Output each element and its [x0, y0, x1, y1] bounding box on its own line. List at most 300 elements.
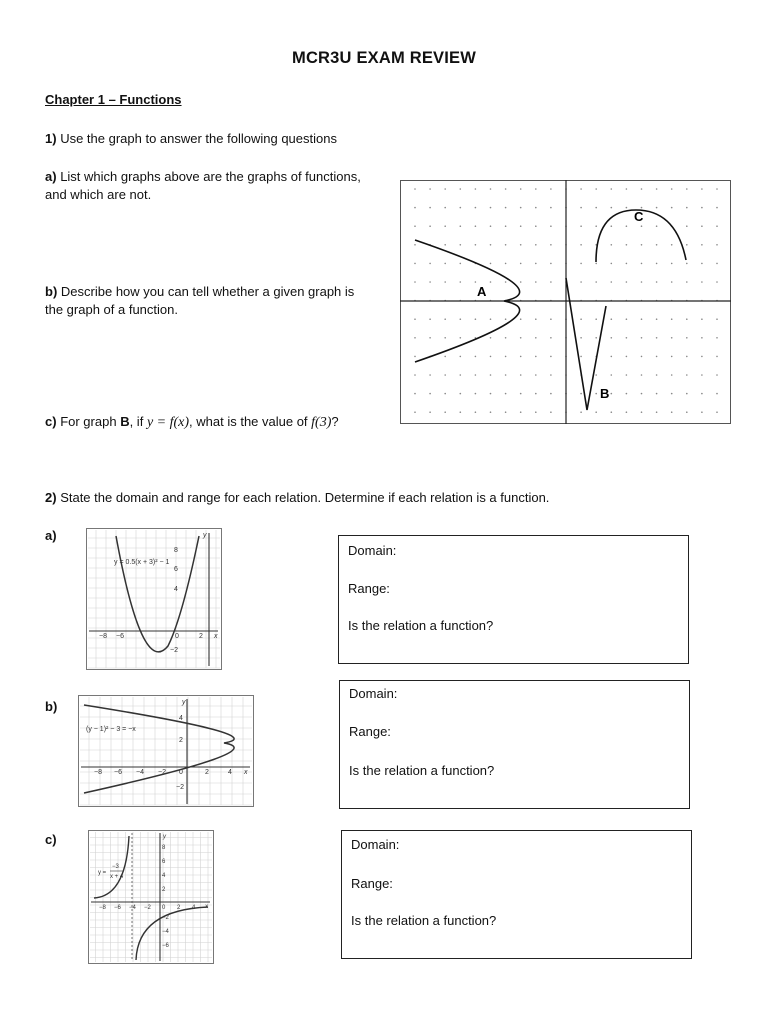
grid-dot — [626, 356, 628, 358]
grid-dot — [490, 318, 492, 320]
part-a-label: a) — [45, 528, 57, 543]
graph-label-a: A — [477, 284, 487, 299]
grid-dot — [535, 393, 537, 395]
grid-dot — [701, 374, 703, 376]
grid-dot — [414, 263, 416, 265]
tick-label: −8 — [94, 769, 102, 776]
grid-dot — [490, 207, 492, 209]
grid-dot — [686, 225, 688, 227]
grid-dot — [671, 356, 673, 358]
grid-dot — [414, 207, 416, 209]
tick-label: 8 — [174, 547, 178, 554]
function-question: Is the relation a function? — [351, 913, 497, 928]
grid-dot — [611, 337, 613, 339]
axis-label-y: y — [163, 834, 166, 840]
grid-dot — [550, 374, 552, 376]
grid-dot — [429, 393, 431, 395]
grid-dot — [641, 263, 643, 265]
grid-dot — [505, 207, 507, 209]
grid-dot — [701, 393, 703, 395]
part-label: b) — [45, 284, 58, 299]
grid-dot — [686, 411, 688, 413]
grid-dot — [716, 411, 718, 413]
grid-dot — [444, 393, 446, 395]
grid-dot — [595, 281, 597, 283]
grid-dot — [641, 318, 643, 320]
grid-dot — [429, 263, 431, 265]
axis-label-y: y — [182, 699, 186, 706]
tick-label: −6 — [116, 633, 124, 640]
grid-dot — [595, 393, 597, 395]
tick-label: −6 — [162, 943, 169, 949]
grid-dot — [550, 356, 552, 358]
grid-dot — [716, 337, 718, 339]
tick-label: −2 — [176, 784, 184, 791]
grid-dot — [611, 225, 613, 227]
grid-dot — [611, 207, 613, 209]
grid-dot — [414, 356, 416, 358]
grid-dot — [716, 356, 718, 358]
grid-dot — [671, 318, 673, 320]
part-b-label: b) — [45, 699, 58, 714]
grid-dot — [626, 188, 628, 190]
grid-dot — [505, 188, 507, 190]
grid-dot — [716, 318, 718, 320]
question-1b — [45, 283, 390, 319]
grid-dot — [535, 225, 537, 227]
grid-dot — [520, 281, 522, 283]
grid-dot — [444, 374, 446, 376]
question-number: 2) — [45, 490, 57, 505]
equation-label: (y − 1)² − 3 = −x — [86, 726, 136, 733]
tick-label: −6 — [114, 769, 122, 776]
grid-dot — [475, 356, 477, 358]
grid-dot — [626, 393, 628, 395]
grid-dot — [520, 207, 522, 209]
range-label: Range: — [349, 724, 391, 739]
grid-dot — [444, 225, 446, 227]
grid-dot — [460, 337, 462, 339]
grid-dot — [626, 337, 628, 339]
part-c-label: c) — [45, 832, 57, 847]
grid-dot — [701, 225, 703, 227]
part-text-cont: the graph of a function. — [45, 302, 178, 317]
grid-dot — [520, 225, 522, 227]
grid-dot — [535, 263, 537, 265]
grid-dot — [490, 393, 492, 395]
grid-dot — [611, 411, 613, 413]
grid-dot — [535, 374, 537, 376]
grid-dot — [626, 225, 628, 227]
part-text-cont: and which are not. — [45, 187, 152, 202]
grid-dot — [505, 225, 507, 227]
axis-label-y: y — [203, 532, 207, 539]
grid-dot — [580, 411, 582, 413]
grid-dot — [701, 318, 703, 320]
grid-dot — [490, 281, 492, 283]
grid-dot — [550, 188, 552, 190]
grid-dot — [429, 411, 431, 413]
graph-label-c: C — [634, 209, 644, 224]
grid-dot — [656, 263, 658, 265]
tick-label: 2 — [199, 633, 203, 640]
grid-dot — [505, 356, 507, 358]
grid-dot — [444, 318, 446, 320]
tick-label: −2 — [144, 905, 151, 911]
grid-dot — [626, 318, 628, 320]
grid-dot — [490, 263, 492, 265]
expression: f(3) — [311, 415, 332, 430]
grid-dot — [429, 337, 431, 339]
grid-dot — [444, 356, 446, 358]
grid-dot — [671, 411, 673, 413]
part-a-graph — [86, 528, 222, 670]
part-label: a) — [45, 169, 57, 184]
grid-dot — [505, 374, 507, 376]
question-number: 1) — [45, 131, 57, 146]
equation-lhs: y = — [98, 870, 107, 876]
tick-label: −2 — [158, 769, 166, 776]
grid-dot — [595, 318, 597, 320]
grid-dot — [490, 337, 492, 339]
grid-dot — [656, 225, 658, 227]
grid-dot — [429, 188, 431, 190]
tick-label: 2 — [205, 769, 209, 776]
grid-dot — [535, 337, 537, 339]
grid-dot — [686, 337, 688, 339]
grid-dot — [505, 244, 507, 246]
grid-dot — [641, 393, 643, 395]
grid-dot — [595, 188, 597, 190]
tick-label: −4 — [136, 769, 144, 776]
axis-label-x: x — [244, 769, 248, 776]
grid-dot — [520, 318, 522, 320]
grid-dot — [460, 263, 462, 265]
grid-dot — [520, 393, 522, 395]
tick-label: 4 — [179, 715, 183, 722]
grid-dot — [460, 207, 462, 209]
grid-dot — [475, 244, 477, 246]
grid-dot — [490, 411, 492, 413]
grid-dot — [550, 281, 552, 283]
grid-dot — [520, 263, 522, 265]
grid-dot — [490, 244, 492, 246]
grid-dot — [550, 244, 552, 246]
grid-dot — [460, 318, 462, 320]
grid-dot — [671, 244, 673, 246]
grid-dot — [580, 318, 582, 320]
grid-dot — [580, 244, 582, 246]
grid-dot — [414, 411, 416, 413]
grid-dot — [626, 244, 628, 246]
grid-dot — [535, 207, 537, 209]
grid-dot — [429, 225, 431, 227]
question-2 — [45, 489, 549, 507]
grid-dot — [656, 374, 658, 376]
grid-dot — [475, 318, 477, 320]
grid-dot — [444, 244, 446, 246]
grid-dot — [444, 207, 446, 209]
grid-dot — [520, 337, 522, 339]
grid-dot — [611, 356, 613, 358]
tick-label: 0 — [179, 769, 183, 776]
grid-dot — [505, 263, 507, 265]
grid-dot — [686, 393, 688, 395]
answer-box-c[interactable] — [341, 830, 692, 959]
grid-dot — [656, 281, 658, 283]
part-label: c) — [45, 414, 57, 429]
grid-dot — [520, 356, 522, 358]
grid-dot — [429, 318, 431, 320]
grid-dot — [716, 393, 718, 395]
part-text: Describe how you can tell whether a given graph is — [60, 284, 355, 299]
grid-dot — [580, 393, 582, 395]
grid-dot — [686, 374, 688, 376]
grid-dot — [550, 207, 552, 209]
grid-dot — [535, 244, 537, 246]
grid-dot — [656, 207, 658, 209]
grid-dot — [580, 263, 582, 265]
answer-box-a[interactable] — [338, 535, 689, 664]
question-1c — [45, 413, 339, 432]
part-text: For graph — [60, 414, 117, 429]
range-label: Range: — [348, 581, 390, 596]
grid-dot — [595, 225, 597, 227]
question-text: Use the graph to answer the following questions — [60, 131, 337, 146]
grid-dot — [414, 188, 416, 190]
grid-dot — [701, 263, 703, 265]
grid-dot — [505, 337, 507, 339]
grid-dot — [671, 281, 673, 283]
grid-dot — [460, 281, 462, 283]
tick-label: 2 — [177, 905, 181, 911]
grid-dot — [535, 281, 537, 283]
grid-dot — [444, 188, 446, 190]
grid-dot — [716, 225, 718, 227]
domain-label: Domain: — [348, 543, 397, 558]
grid-dot — [641, 281, 643, 283]
grid-dot — [550, 411, 552, 413]
grid-dot — [460, 411, 462, 413]
grid-dot — [716, 244, 718, 246]
grid-dot — [671, 207, 673, 209]
grid-dot — [535, 318, 537, 320]
grid-dot — [444, 263, 446, 265]
grid-dot — [595, 337, 597, 339]
grid-dot — [656, 244, 658, 246]
grid-dot — [686, 244, 688, 246]
grid-dot — [611, 244, 613, 246]
grid-dot — [656, 188, 658, 190]
grid-dot — [611, 318, 613, 320]
axis-label-x: x — [214, 633, 218, 640]
grid-dot — [716, 263, 718, 265]
part-text: ? — [331, 414, 339, 429]
grid-dot — [460, 188, 462, 190]
tick-label: 4 — [192, 905, 196, 911]
tick-label: 4 — [162, 873, 166, 879]
tick-label: 8 — [162, 845, 166, 851]
question-1-graph — [400, 180, 731, 424]
grid-dot — [641, 188, 643, 190]
answer-box-b[interactable] — [339, 680, 690, 809]
axis-label-x: x — [205, 904, 208, 910]
tick-label: −6 — [114, 905, 121, 911]
tick-label: 6 — [174, 566, 178, 573]
grid-dot — [701, 244, 703, 246]
tick-label: 0 — [175, 633, 179, 640]
equation-numerator: −3 — [112, 864, 119, 870]
grid-dot — [520, 244, 522, 246]
grid-dot — [490, 374, 492, 376]
grid-dot — [580, 281, 582, 283]
grid-dot — [686, 188, 688, 190]
tick-label: 6 — [162, 859, 166, 865]
grid-dot — [550, 263, 552, 265]
grid-dot — [414, 374, 416, 376]
question-text: State the domain and range for each relation. Determine if each relation is a function. — [60, 490, 550, 505]
grid-dot — [580, 337, 582, 339]
tick-label: 4 — [174, 586, 178, 593]
grid-dot — [611, 393, 613, 395]
grid-dot — [444, 411, 446, 413]
domain-label: Domain: — [349, 686, 398, 701]
grid-dot — [550, 393, 552, 395]
tick-label: 2 — [162, 887, 166, 893]
grid-dot — [611, 263, 613, 265]
grid-dot — [550, 337, 552, 339]
grid-dot — [414, 337, 416, 339]
range-label: Range: — [351, 876, 393, 891]
grid-dot — [475, 207, 477, 209]
grid-dot — [444, 281, 446, 283]
function-question: Is the relation a function? — [348, 618, 494, 633]
grid-dot — [626, 281, 628, 283]
grid-dot — [595, 411, 597, 413]
tick-label: 4 — [228, 769, 232, 776]
grid-dot — [701, 411, 703, 413]
grid-dot — [520, 374, 522, 376]
grid-dot — [505, 411, 507, 413]
question-1 — [45, 130, 337, 148]
grid-dot — [641, 244, 643, 246]
grid-dot — [580, 207, 582, 209]
grid-dot — [595, 263, 597, 265]
grid-dot — [429, 374, 431, 376]
chapter-heading: Chapter 1 – Functions — [45, 92, 182, 107]
grid-dot — [701, 281, 703, 283]
grid-dot — [626, 411, 628, 413]
grid-dot — [671, 188, 673, 190]
question-1a — [45, 168, 390, 204]
grid-dot — [716, 281, 718, 283]
grid-dot — [505, 281, 507, 283]
grid-dot — [686, 207, 688, 209]
grid-dot — [686, 318, 688, 320]
grid-dot — [671, 374, 673, 376]
tick-label: −2 — [162, 915, 169, 921]
grid-dot — [490, 188, 492, 190]
grid-dot — [460, 244, 462, 246]
tick-label: −8 — [99, 633, 107, 640]
grid-dot — [656, 393, 658, 395]
grid-dot — [686, 263, 688, 265]
grid-dot — [656, 356, 658, 358]
grid-dot — [580, 225, 582, 227]
grid-dot — [641, 225, 643, 227]
grid-dot — [641, 411, 643, 413]
grid-dot — [611, 188, 613, 190]
grid-dot — [656, 411, 658, 413]
grid-dot — [626, 207, 628, 209]
grid-dot — [716, 374, 718, 376]
part-b-graph — [78, 695, 254, 807]
grid-dot — [535, 356, 537, 358]
grid-dot — [460, 393, 462, 395]
grid-dot — [686, 356, 688, 358]
grid-dot — [611, 374, 613, 376]
grid-dot — [701, 356, 703, 358]
grid-dot — [535, 411, 537, 413]
grid-dot — [475, 374, 477, 376]
tick-label: −4 — [162, 929, 169, 935]
grid-dot — [429, 281, 431, 283]
grid-dot — [490, 356, 492, 358]
equation: y = f(x) — [146, 415, 190, 430]
tick-label: −8 — [99, 905, 106, 911]
grid-dot — [671, 393, 673, 395]
equation-denominator: x + 4 — [110, 874, 124, 880]
grid-dot — [414, 281, 416, 283]
grid-dot — [611, 281, 613, 283]
grid-dot — [641, 374, 643, 376]
function-question: Is the relation a function? — [349, 763, 495, 778]
grid-dot — [550, 318, 552, 320]
graph-ref: B — [120, 414, 130, 429]
grid-dot — [460, 374, 462, 376]
grid-dot — [520, 411, 522, 413]
grid-dot — [520, 188, 522, 190]
grid-dot — [656, 318, 658, 320]
grid-dot — [414, 318, 416, 320]
grid-dot — [505, 393, 507, 395]
grid-dot — [475, 393, 477, 395]
graph-label-b: B — [600, 386, 610, 401]
grid-dot — [671, 337, 673, 339]
grid-dot — [414, 225, 416, 227]
part-c-graph — [88, 830, 214, 964]
tick-label: 0 — [162, 905, 166, 911]
grid-dot — [460, 225, 462, 227]
grid-dot — [671, 263, 673, 265]
grid-dot — [535, 188, 537, 190]
grid-dot — [716, 188, 718, 190]
grid-dot — [475, 411, 477, 413]
grid-dot — [414, 393, 416, 395]
grid-dot — [580, 188, 582, 190]
grid-dot — [460, 356, 462, 358]
grid-dot — [701, 188, 703, 190]
grid-dot — [686, 281, 688, 283]
grid-dot — [580, 356, 582, 358]
grid-dot — [626, 263, 628, 265]
grid-dot — [641, 337, 643, 339]
grid-dot — [475, 188, 477, 190]
grid-dot — [475, 281, 477, 283]
grid-dot — [701, 207, 703, 209]
page-title: MCR3U EXAM REVIEW — [292, 49, 476, 67]
grid-dot — [701, 337, 703, 339]
